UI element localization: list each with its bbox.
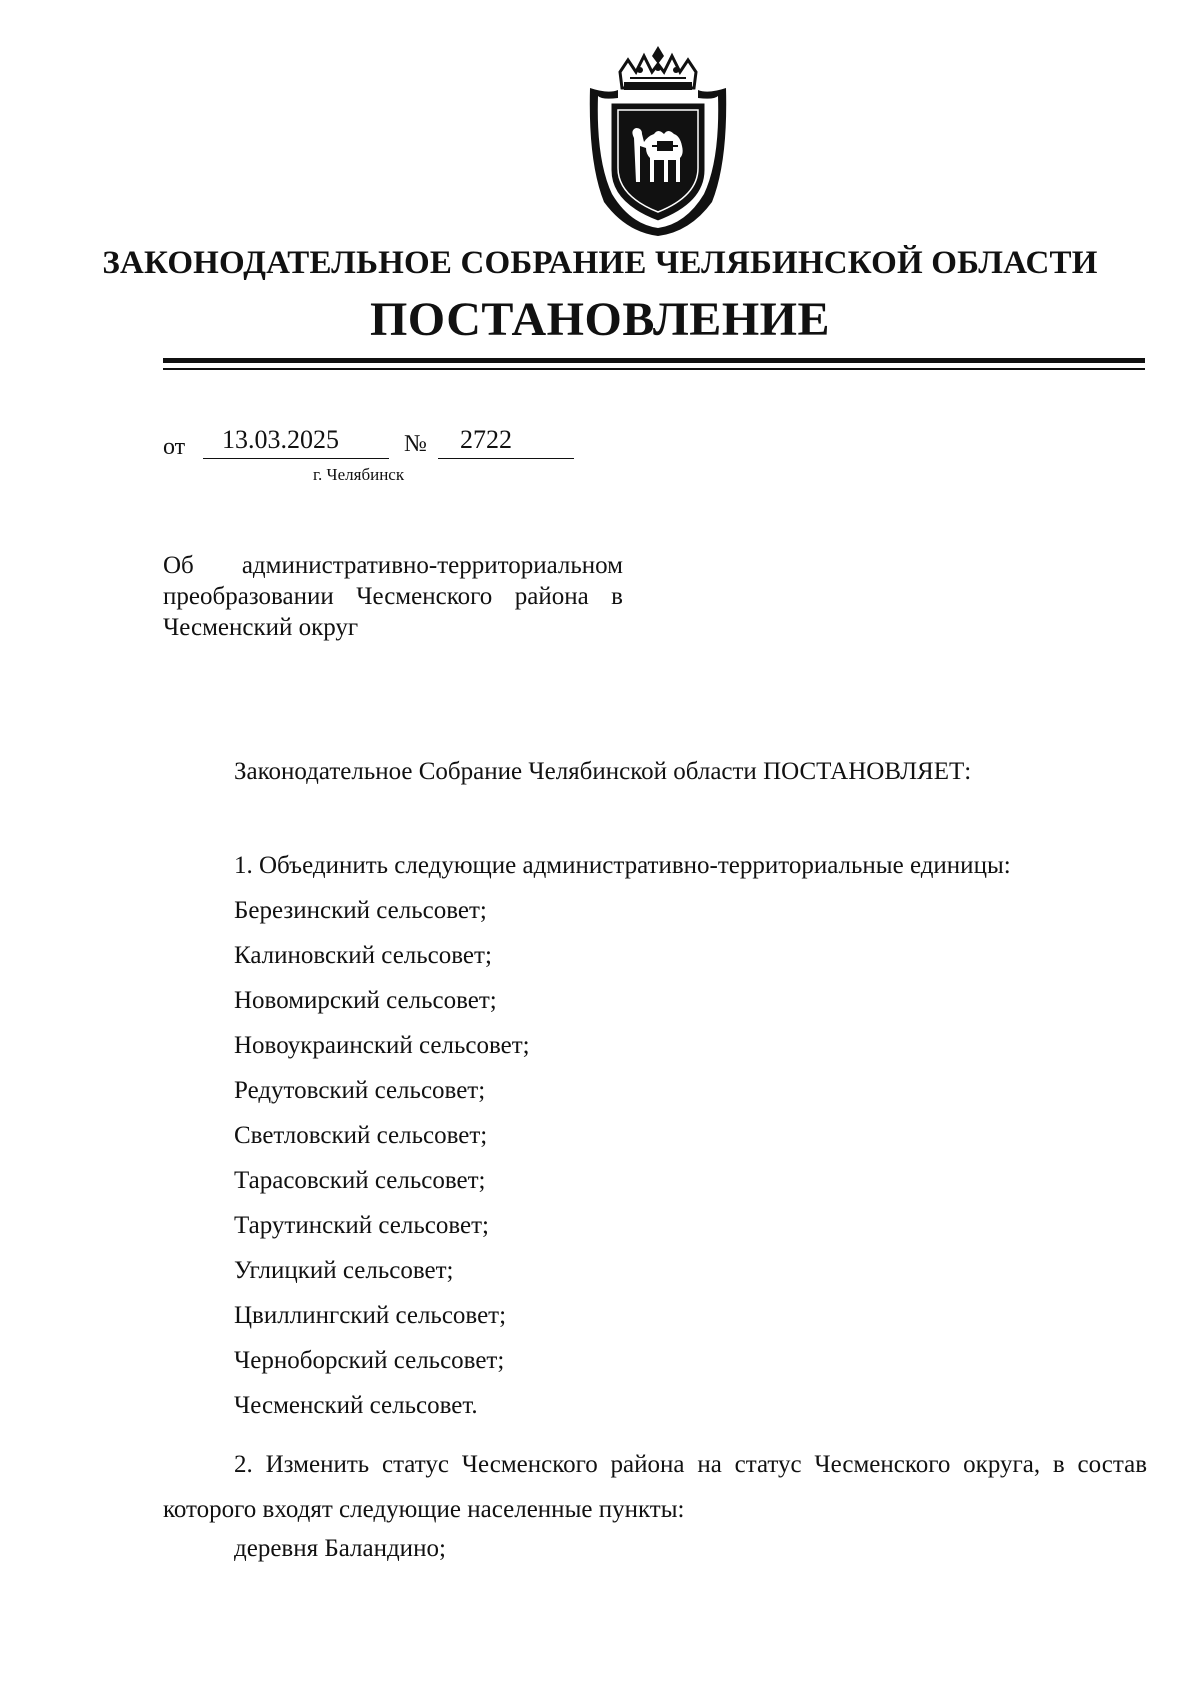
header-rule-thin: [163, 368, 1145, 370]
subject-line: преобразовании Чесменского района в: [163, 583, 623, 610]
list-item: Углицкий сельсовет;: [234, 1257, 454, 1284]
number-value: 2722: [460, 425, 512, 454]
decree-statement: Законодательное Собрание Челябинской области ПОСТАНОВЛЯЕТ:: [234, 758, 972, 785]
date-value: 13.03.2025: [222, 425, 339, 454]
subject-line: Об административно-территориальном: [163, 552, 623, 579]
date-label: от: [163, 434, 186, 460]
list-item: Калиновский сельсовет;: [234, 942, 492, 969]
list-item: Редутовский сельсовет;: [234, 1077, 486, 1104]
list-item: Тарасовский сельсовет;: [234, 1167, 486, 1194]
list-item: Светловский сельсовет;: [234, 1122, 488, 1149]
settlement-item: деревня Баландино;: [234, 1535, 446, 1562]
list-item: Черноборский сельсовет;: [234, 1347, 505, 1374]
list-item: Чесменский сельсовет.: [234, 1392, 478, 1419]
header-rule-thick: [163, 358, 1145, 363]
city-label: г. Челябинск: [313, 465, 405, 484]
date-underline: [203, 458, 389, 459]
list-item: Тарутинский сельсовет;: [234, 1212, 489, 1239]
clause-1: 1. Объединить следующие административно-территориальные единицы:: [234, 852, 1011, 879]
list-item: Новоукраинский сельсовет;: [234, 1032, 530, 1059]
document-type-title: ПОСТАНОВЛЕНИЕ: [369, 293, 831, 346]
clause-2: [163, 1442, 1147, 1532]
document-subject: [163, 550, 623, 643]
list-item: Цвиллингский сельсовет;: [234, 1302, 507, 1329]
list-item: Березинский сельсовет;: [234, 897, 487, 924]
crown-icon: [620, 46, 696, 90]
number-underline: [438, 458, 574, 459]
clause-2-text: 2. Изменить статус Чесменского района на статус Чесменского округа, в состав которого входят следующие населенные пункты:: [163, 1451, 1147, 1523]
list-item: Новомирский сельсовет;: [234, 987, 497, 1014]
coat-of-arms-icon: [580, 42, 736, 238]
unit-list: [234, 896, 530, 1436]
organization-title: ЗАКОНОДАТЕЛЬНОЕ СОБРАНИЕ ЧЕЛЯБИНСКОЙ ОБЛАСТИ: [102, 245, 1098, 281]
subject-line: Чесменский округ: [163, 614, 359, 641]
number-label: №: [404, 431, 427, 457]
